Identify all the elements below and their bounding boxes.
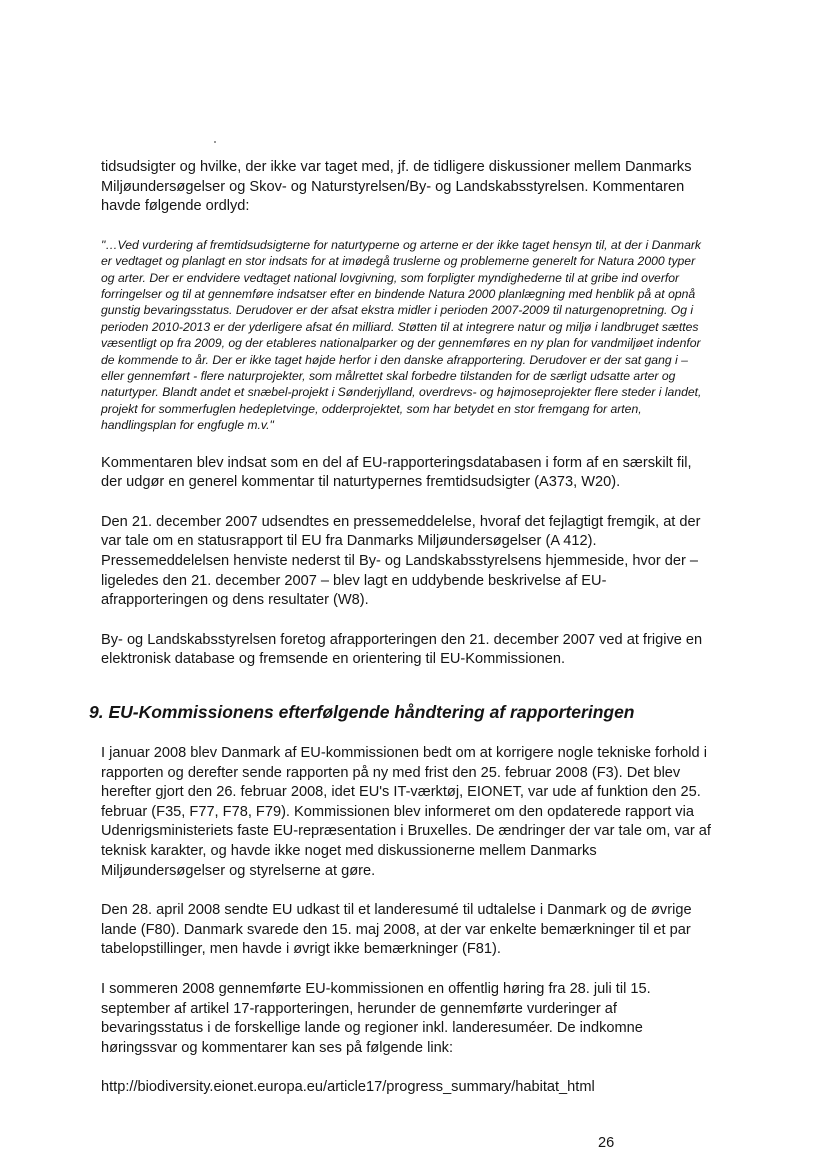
- page-number: 26: [598, 1135, 615, 1151]
- quoted-comment: "…Ved vurdering af fremtidsudsigterne for naturtyperne og arterne er der ikke taget hensyn til, at der i Danmark er vedtaget og planlagt en stor indsats for at imødegå truslerne og problemerne generelt for Natura 2000 typer og arter. Der er endvidere vedtaget national lovgivning, som forpligter myndighederne til at gribe ind overfor forringelser og til at gennemføre indsatser efter en bindende Natura 2000 planlægning med henblik på at opnå gunstig bevaringsstatus. Derudover er der afsat ekstra midler i perioden 2007-2009 til naturgenopretning. Og i perioden 2010-2013 er der yderligere afsat én milliard. Støtten til at integrere natur og miljø i landbruget sættes væsentligt op fra 2009, og der etableres nationalparker og der gennemføres en ny plan for vandmiljøet indenfor de kommende to år. Der er ikke taget højde herfor i den danske afrapportering. Derudover er der sat gang i – eller gennemført - flere naturprojekter, som målrettet skal forbedre tilstanden for de særligt udsatte arter og naturtyper. Blandt andet et snæbel-projekt i Sønderjylland, overdrevs- og højmoseprojekter flere steder i landet, projekt for sommerfuglen hedepletvinge, odderprojektet, som har betydet en stor fremgang for arten, handlingsplan for engfugle m.v.": [101, 237, 702, 433]
- paragraph-press-release: Den 21. december 2007 udsendtes en pressemeddelelse, hvoraf det fejlagtigt fremgik, at der var tale om en statusrapport til EU fra Danmarks Miljøundersøgelser (A 412). Pressemeddelelsen henviste nederst til By- og Landskabsstyrelsens hjemmeside, hvor der – ligeledes den 21. december 2007 – blev lagt en uddybende beskrivelse af EU-afrapporteringen og dens resultater (W8).: [101, 513, 701, 609]
- paragraph-january-2008: I januar 2008 blev Danmark af EU-kommissionen bedt om at korrigere nogle tekniske forhold i rapporten og derefter sende rapporten på ny med frist den 25. februar 2008 (F3). Det blev herefter gjort den 26. februar 2008, idet EU's IT-værktøj, EIONET, var ude af funktion den 25. februar (F35, F77, F78, F79). Kommissionen blev informeret om den opdaterede rapport via Udenrigsministeriets faste EU-repræsentation i Bruxelles. De ændringer der var tale om, var af teknisk karakter, og havde ikke noget med diskussionerne mellem Danmarks Miljøundersøgelser og styrelserne at gøre.: [101, 745, 711, 879]
- paragraph-summer-2008: I sommeren 2008 gennemførte EU-kommissionen en offentlig høring fra 28. juli til 15. september af artikel 17-rapporteringen, herunder de gennemførte vurderinger af bevaringsstatus i de forskellige lande og regioner inkl. landeresuméer. De indkomne høringssvar og kommentarer kan ses på følgende link:: [101, 980, 651, 1056]
- page-content: [89, 158, 713, 1098]
- paragraph-comment-inserted: Kommentaren blev indsat som en del af EU-rapporteringsdatabasen i form af en særskilt fil, der udgør en generel kommentar til naturtypernes fremtidsudsigter (A373, W20).: [101, 454, 692, 491]
- scan-speck: [214, 141, 216, 143]
- paragraph-april-2008: Den 28. april 2008 sendte EU udkast til et landeresumé til udtalelse i Danmark og de øvrige lande (F80). Danmark svarede den 15. maj 2008, at der var enkelte bemærkninger til et par tabelopstillinger, men havde i øvrigt ikke bemærkninger (F81).: [101, 902, 692, 958]
- paragraph-continuation: tidsudsigter og hvilke, der ikke var taget med, jf. de tidligere diskussioner mellem Danmarks Miljøundersøgelser og Skov- og Naturstyrelsen/By- og Landskabsstyrelsen. Kommentaren havde følgende ordlyd:: [101, 159, 692, 215]
- url-link[interactable]: http://biodiversity.eionet.europa.eu/article17/progress_summary/habitat_html: [101, 1079, 595, 1096]
- paragraph-reporting-submitted: By- og Landskabsstyrelsen foretog afrapporteringen den 21. december 2007 ved at frigive en elektronisk database og fremsende en orientering til EU-Kommissionen.: [101, 631, 703, 668]
- section-heading-9: 9. EU-Kommissionens efterfølgende håndtering af rapporteringen: [89, 702, 635, 722]
